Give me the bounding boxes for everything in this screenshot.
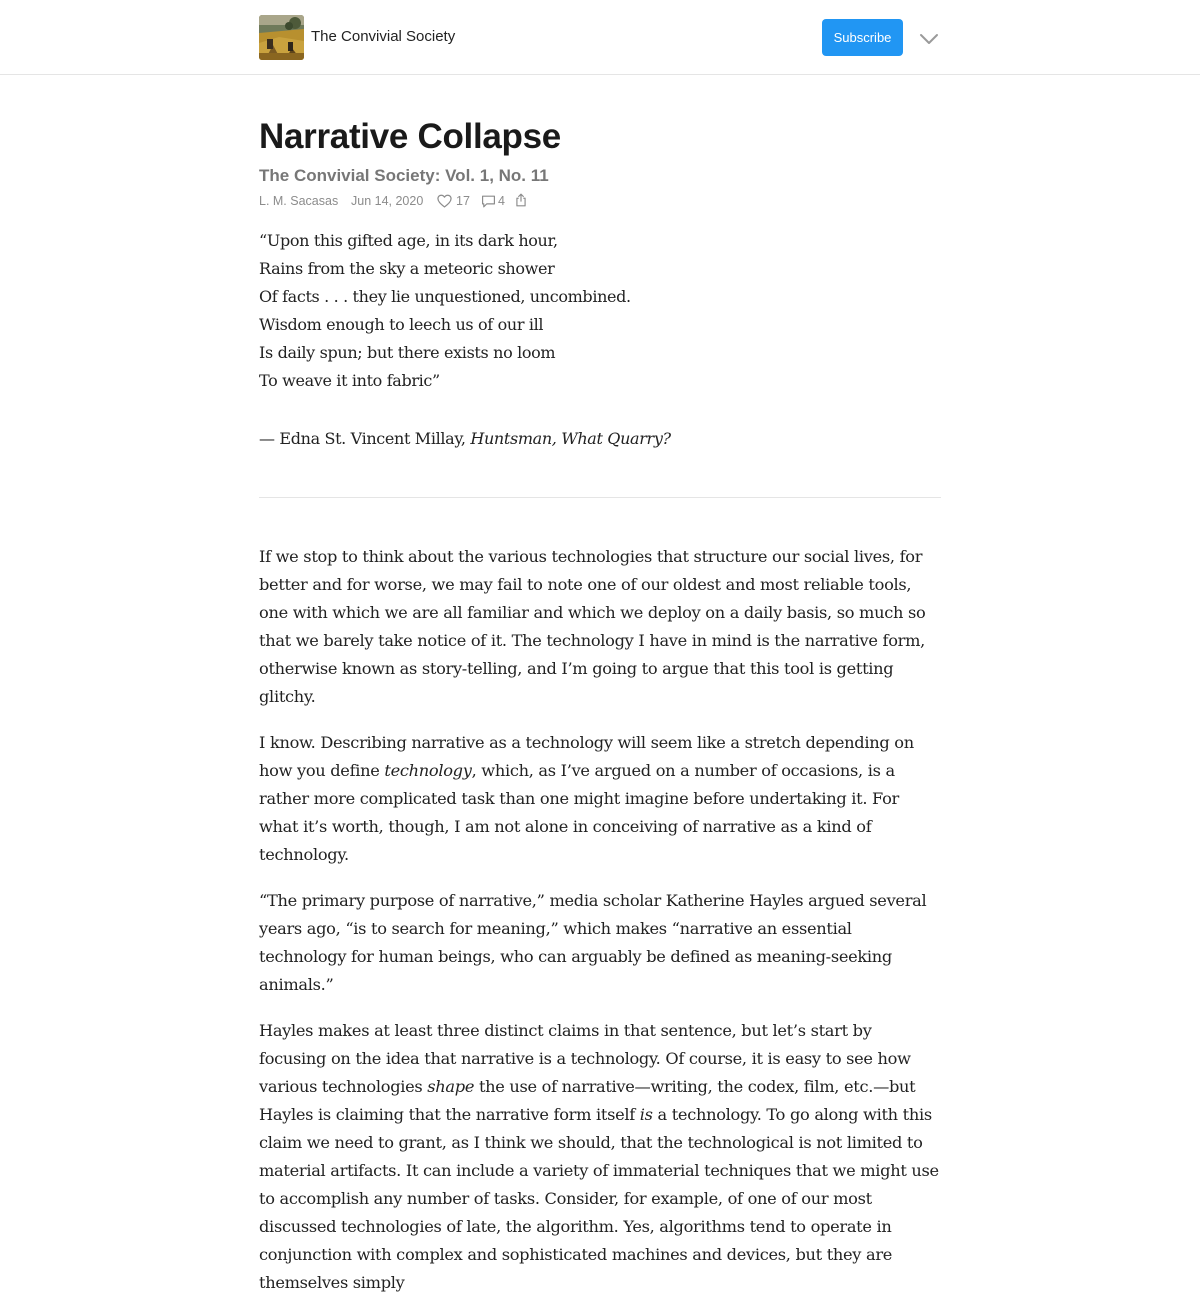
heart-icon [437,194,452,208]
post-date: Jun 14, 2020 [351,194,424,208]
like-button[interactable] [437,192,470,210]
body-paragraph [259,543,941,711]
attribution-work: Huntsman, What Quarry? [470,429,671,448]
comment-button[interactable] [481,192,505,210]
comment-count: 4 [498,194,505,208]
paragraph-text: Hayles makes at least three distinct claims in that sentence, but let’s start by focusing on the idea that narrative is a technology. Of course, it is easy to see how various technologies [259,1021,911,1096]
share-button[interactable] [515,193,527,207]
comment-icon [481,195,496,208]
site-header [0,0,1200,75]
emphasis-text: is [639,1105,653,1124]
poem-line: Wisdom enough to leech us of our ill [259,315,544,334]
paragraph-text: a technology. To go along with this claim we need to grant, as I think we should, that the technological is not limited to material artifacts. It can include a variety of immaterial techniques that we might use to accomplish any number of tasks. Consider, for example, of one of our most discussed technologies of late, the algorithm. Yes, algorithms tend to operate in conjunction with complex and sophisticated machines and devices, but they are themselves simply [259,1105,939,1292]
publication-name[interactable]: The Convivial Society [311,28,456,45]
poem-line: Rains from the sky a meteoric shower [259,259,555,278]
emphasis-text: shape [427,1077,475,1096]
like-count: 17 [456,194,470,208]
section-divider [259,497,941,498]
attribution-author: — Edna St. Vincent Millay, [259,429,471,448]
paragraph-text: “The primary purpose of narrative,” media scholar Katherine Hayles argued several years ago, “is to search for meaning,” which makes “narrative an essential technology for human beings, who can arguably be defined as meaning-seeking animals.” [259,891,927,994]
body-paragraph [259,729,941,869]
poem-line: Is daily spun; but there exists no loom [259,343,556,362]
menu-toggle[interactable] [918,28,940,50]
poem-line: To weave it into fabric” [259,371,440,390]
post-subtitle: The Convivial Society: Vol. 1, No. 11 [259,166,549,185]
chevron-down-icon [918,28,940,50]
painting-thumbnail-icon [259,15,304,60]
paragraph-text: If we stop to think about the various technologies that structure our social lives, for better and for worse, we may fail to note one of our oldest and most reliable tools, one with which we are all familiar and which we deploy on a daily basis, so much so that we barely take notice of it. The technology I have in mind is the narrative form, otherwise known as story-telling, and I’m going to argue that this tool is getting glitchy. [259,547,926,706]
epigraph-poem [259,227,631,395]
paragraph-text: , which, as I’ve argued on a number of occasions, is a rather more complicated task than one might imagine before undertaking it. For what it’s worth, though, I am not alone in conceiving of narrative as a kind of technology. [259,761,899,864]
paragraph-text: the use of narrative—writing, the codex, film, etc.—but Hayles is claiming that the narrative form itself [259,1077,916,1124]
poem-line: “Upon this gifted age, in its dark hour, [259,231,558,250]
publication-logo[interactable] [259,15,304,60]
emphasis-text: technology [384,761,472,780]
subscribe-button[interactable]: Subscribe [822,19,903,56]
header-inner [259,0,941,75]
share-icon [515,193,527,207]
paragraph-text: I know. Describing narrative as a technology will seem like a stretch depending on how you define [259,733,914,780]
post-body [259,543,941,1315]
post-title: Narrative Collapse [259,117,561,156]
author-link[interactable]: L. M. Sacasas [259,194,339,208]
epigraph-attribution [259,425,671,453]
body-paragraph [259,1017,941,1297]
body-paragraph [259,887,941,999]
poem-line: Of facts . . . they lie unquestioned, uncombined. [259,287,631,306]
